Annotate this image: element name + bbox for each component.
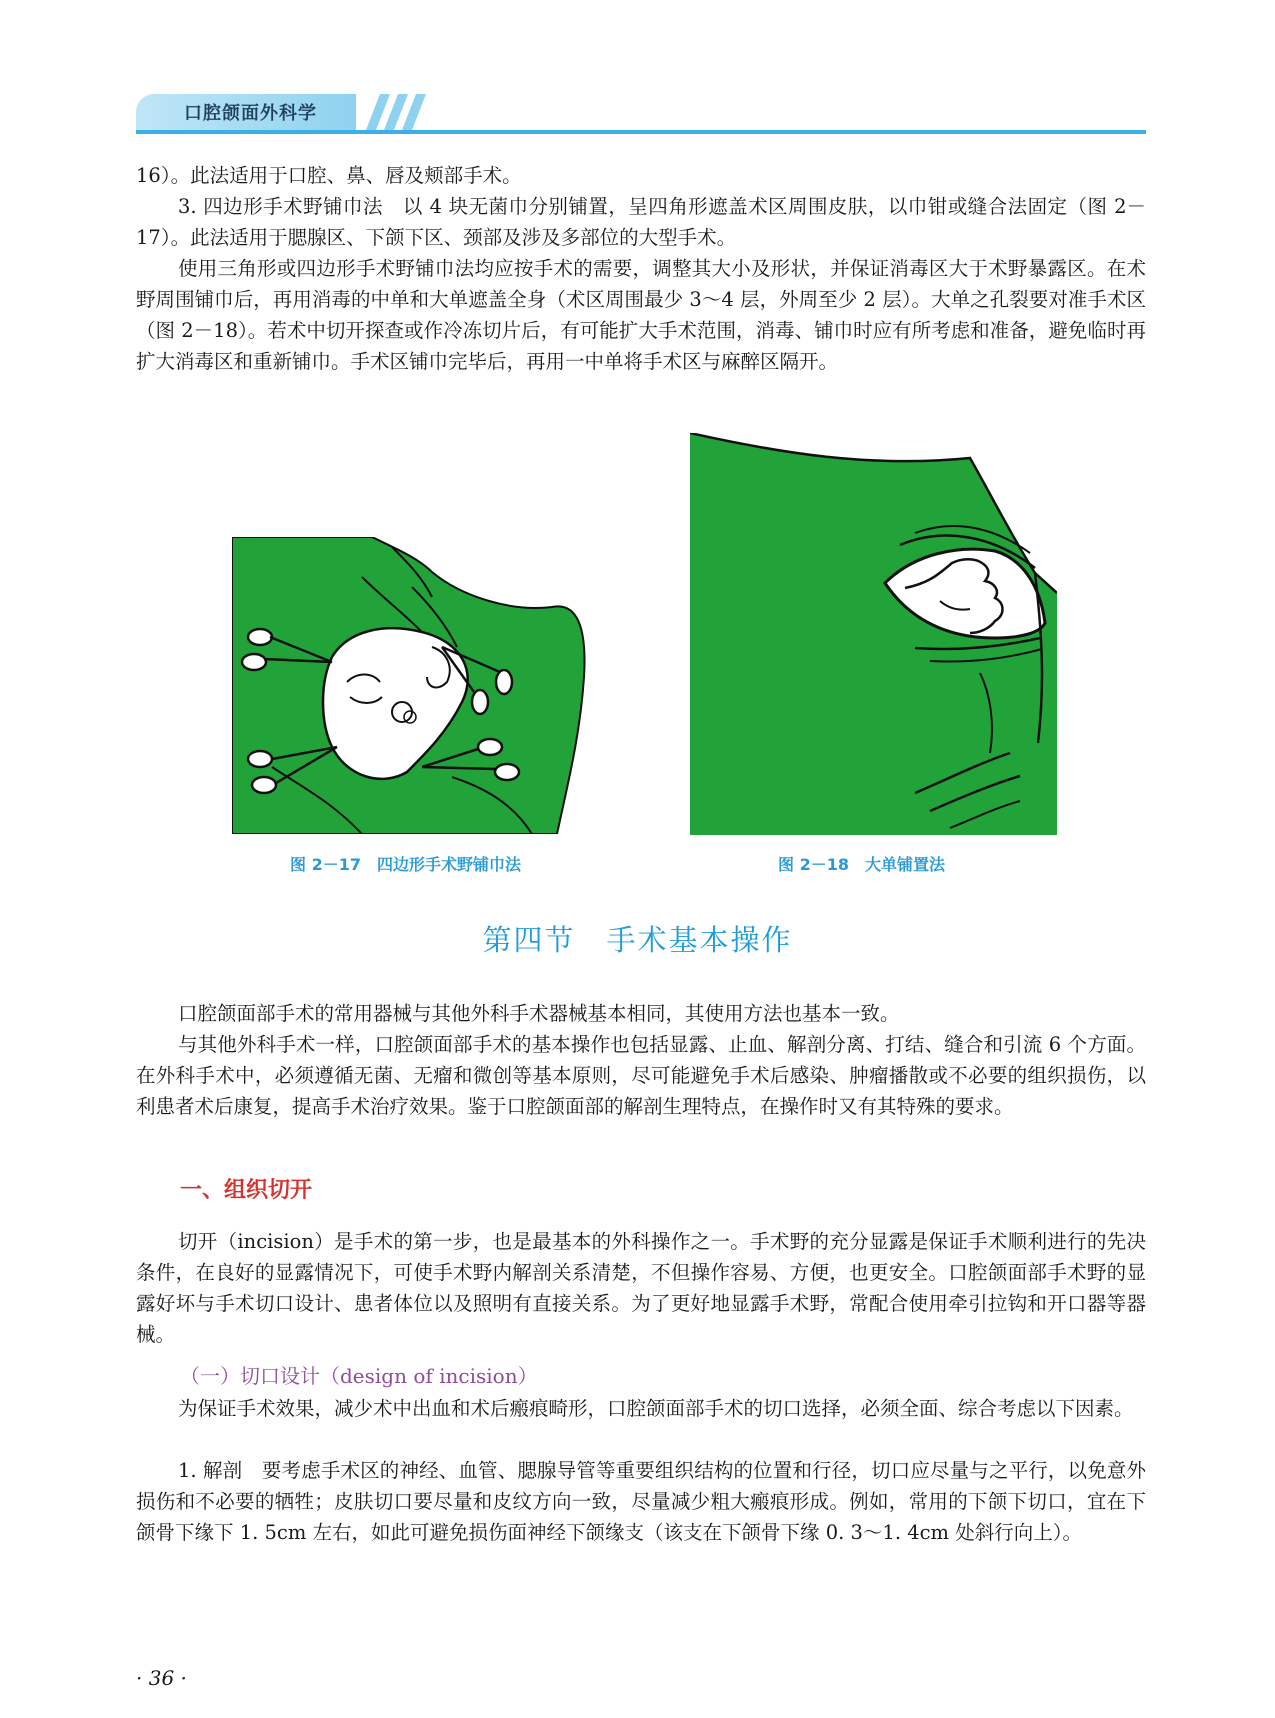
- paragraph-continuation: 16）。此法适用于口腔、鼻、唇及颊部手术。: [136, 164, 522, 187]
- book-title: 口腔颌面外科学: [184, 103, 317, 124]
- quad-drape-illustration: [232, 537, 599, 834]
- paragraph-drape-usage: 使用三角形或四边形手术野铺巾法均应按手术的需要，调整其大小及形状，并保证消毒区大于术野暴露区。在术野周围铺巾后，再用消毒的中单和大单遮盖全身（术区周围最少 3～4 层，外周至少 2 层）。大单之孔裂要对准手术区（图 2－18）。若术中切开探查或作冷冻切片后，有可能扩大手术范围，消毒、铺巾时应有所考虑和准备，避免临时再扩大消毒区和重新铺巾。手术区铺巾完毕后，再用一中单将手术区与麻醉区隔开。: [136, 257, 1146, 373]
- figure-2-18: [690, 433, 1057, 835]
- subheading-tissue-incision: 一、组织切开: [180, 1178, 313, 1203]
- page-number: · 36 ·: [136, 1666, 187, 1690]
- paragraph-anatomy: 1. 解剖 要考虑手术区的神经、血管、腮腺导管等重要组织结构的位置和行径，切口应尽量与之平行，以免意外损伤和不必要的牺牲；皮肤切口要尽量和皮纹方向一致，尽量减少粗大瘢痕形成。例如，常用的下颌下切口，宜在下颌骨下缘下 1. 5cm 左右，如此可避免损伤面神经下颌缘支（该支在下颌骨下缘 0. 3～1. 4cm 处斜行向上）。: [136, 1459, 1146, 1544]
- figure-2-17: [232, 537, 599, 834]
- paragraph-incision: 切开（incision）是手术的第一步，也是最基本的外科操作之一。手术野的充分显露是保证手术顺利进行的先决条件，在良好的显露情况下，可使手术野内解剖关系清楚，不但操作容易、方便，也更安全。口腔颌面部手术野的显露好坏与手术切口设计、患者体位以及照明有直接关系。为了更好地显露手术野，常配合使用牵引拉钩和开口器等器械。: [136, 1230, 1146, 1346]
- header-rule: [136, 130, 1146, 134]
- header-tab: [136, 94, 356, 130]
- paragraph-incision-factors: 为保证手术效果，减少术中出血和术后瘢痕畸形，口腔颌面部手术的切口选择，必须全面、综合考虑以下因素。: [178, 1397, 1134, 1420]
- section-heading: 第四节 手术基本操作: [482, 923, 793, 957]
- paragraph-basic-operations: 与其他外科手术一样，口腔颌面部手术的基本操作也包括显露、止血、解剖分离、打结、缝合和引流 6 个方面。在外科手术中，必须遵循无菌、无瘤和微创等基本原则，尽可能避免手术后感染、肿瘤播散或不必要的组织损伤，以利患者术后康复，提高手术治疗效果。鉴于口腔颌面部的解剖生理特点，在操作时又有其特殊的要求。: [136, 1033, 1146, 1118]
- figure-2-18-caption: 图 2－18 大单铺置法: [778, 855, 945, 874]
- paragraph-quad-drape: 3. 四边形手术野铺巾法 以 4 块无菌巾分别铺置，呈四角形遮盖术区周围皮肤，以巾钳或缝合法固定（图 2－17）。此法适用于腮腺区、下颌下区、颈部及涉及多部位的大型手术。: [136, 195, 1146, 249]
- subheading-incision-design: （一）切口设计（design of incision）: [180, 1364, 538, 1388]
- paragraph-instruments: 口腔颌面部手术的常用器械与其他外科手术器械基本相同，其使用方法也基本一致。: [178, 1002, 900, 1025]
- header-stripes-decoration: [358, 94, 428, 130]
- large-drape-illustration: [690, 433, 1057, 835]
- figure-2-17-caption: 图 2－17 四边形手术野铺巾法: [290, 855, 521, 874]
- running-header: [136, 94, 1146, 134]
